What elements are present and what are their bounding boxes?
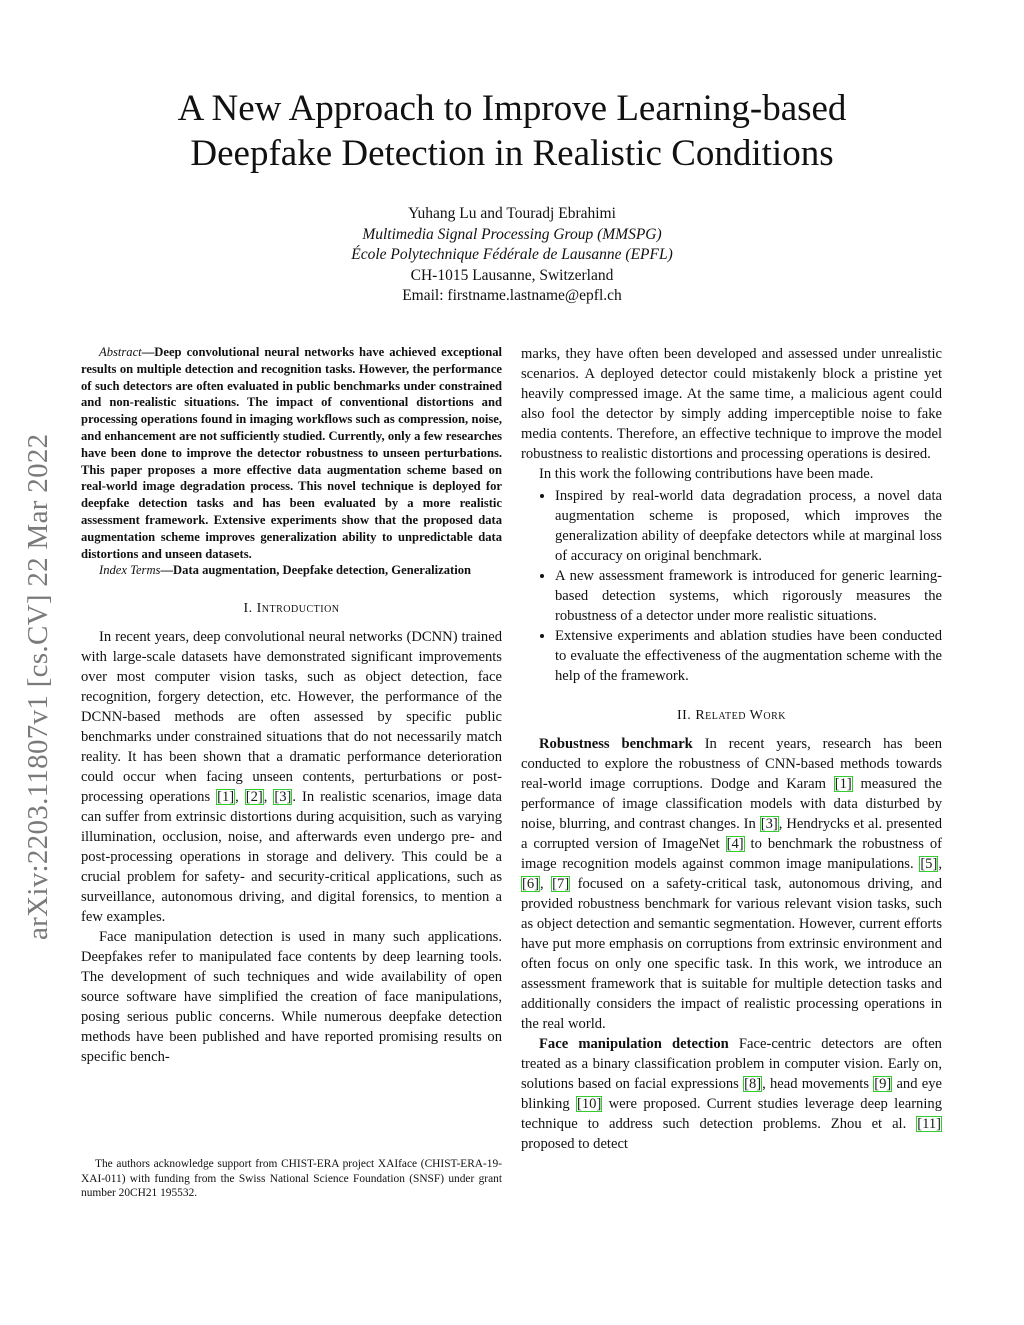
paragraph-text: Face-centric detectors are often treated as a binary classification problem in computer vision. Early on, solutions based on facial expressions <box>521 1036 942 1092</box>
index-terms <box>81 562 502 579</box>
intro-paragraph-1 <box>81 627 502 927</box>
paragraph-text: focused on a safety-critical task, autonomous driving, and provided robustness benchmark for various relevant vision tasks, such as object detection and semantic segmentation. However, current efforts have put more emphasis on corruptions from extrinsic environment and often focus on only one specific task. In this work, we introduce an assessment framework that is suitable for multiple detection tasks and additionally considers the impact of realistic processing operations in the real world. <box>521 876 942 1032</box>
citation-link[interactable]: [11] <box>917 1116 941 1132</box>
paragraph-heading: Robustness benchmark <box>539 736 693 752</box>
abstract-text: —Deep convolutional neural networks have achieved exceptional results on multiple detection and recognition tasks. However, the performance of such detectors are often evaluated in public benchmarks under constrained and non-realistic situations. The impact of conventional distortions and processing operations found in imaging workflows such as compression, noise, and enhancement are not sufficiently studied. Currently, only a few researches have been done to improve the detector robustness to unseen perturbations. This paper proposes a more effective data augmentation scheme based on real-world image degradation process. This novel technique is deployed for deepfake detection tasks and has been evaluated by a more realistic assessment framework. Extensive experiments show that the proposed data augmentation scheme improves generalization ability to unpredictable data distortions and unseen datasets. <box>81 345 502 561</box>
author-group: Multimedia Signal Processing Group (MMSPG) <box>362 225 662 243</box>
section-number: II. <box>676 708 692 723</box>
section-number: I. <box>243 601 253 617</box>
paragraph-text: measured the performance of image classification models with data disturbed by noise, blurring, and contrast changes. In <box>521 776 942 832</box>
arxiv-identifier: arXiv:2203.11807v1 [cs.CV] 22 Mar 2022 <box>22 433 54 940</box>
punctuation: , <box>235 789 245 806</box>
section-title: Related Work <box>695 708 786 723</box>
index-terms-text: —Data augmentation, Deepfake detection, Generalization <box>160 563 472 578</box>
paragraph-heading: Face manipulation detection <box>539 1036 729 1052</box>
author-block <box>200 204 824 307</box>
citation-link[interactable]: [6] <box>522 876 540 892</box>
author-names: Yuhang Lu and Touradj Ebrahimi <box>408 205 616 222</box>
paragraph-text: . In realistic scenarios, image data can suffer from extrinsic distortions during acquisition, such as varying illumination, occlusion, noise, and afterwards even undergo pre- and post-processing operations in storage and delivery. This could be a crucial problem for safety- and security-critical applications, such as surveillance, autonomous driving, and digital forensics, to mention a few examples. <box>81 789 502 926</box>
left-column <box>81 344 502 1067</box>
section-heading-related-work <box>521 706 942 726</box>
list-item: • A new assessment framework is introduced for generic learning-based detection systems, which rigorously measures the robustness of a detector under more realistic situations. <box>555 566 942 626</box>
citation-link[interactable]: [3] <box>274 789 292 806</box>
paragraph-text: to benchmark the robustness of image recognition models against common image manipulations. <box>521 836 942 872</box>
paragraph-text: and eye blinking <box>521 1076 942 1112</box>
citation-link[interactable]: [9] <box>874 1076 892 1092</box>
intro-paragraph-2: Face manipulation detection is used in many such applications. Deepfakes refer to manipulated face contents by deep learning tools. The development of such techniques and wide availability of open source software have simplified the creation of face manipulations, posing serious public concerns. While numerous deepfake detection methods have been published and have reported promising results on specific bench- <box>81 929 502 1066</box>
abstract-label: Abstract <box>99 345 142 359</box>
citation-link[interactable]: [4] <box>726 836 744 852</box>
author-address: CH-1015 Lausanne, Switzerland <box>410 266 614 284</box>
title-line-2: Deepfake Detection in Realistic Conditions <box>190 133 834 174</box>
paper-title <box>90 86 934 176</box>
paragraph-text: , head movements <box>762 1076 874 1092</box>
section-heading-introduction <box>81 599 502 619</box>
paragraph-text: , Hendrycks et al. presented a corrupted version of ImageNet <box>521 816 943 852</box>
citation-link[interactable]: [1] <box>217 789 235 806</box>
related-face-manipulation-paragraph <box>521 1034 942 1154</box>
section-title: Introduction <box>256 601 340 617</box>
author-institution: École Polytechnique Fédérale de Lausanne (EPFL) <box>351 246 673 263</box>
contributions-list <box>521 486 942 686</box>
author-email: Email: firstname.lastname@epfl.ch <box>402 287 622 304</box>
contributions-intro: In this work the following contributions have been made. <box>539 466 874 482</box>
list-item: • Inspired by real-world data degradation process, a novel data augmentation scheme is proposed, which improves the generalization ability of deepfake detectors while at marginal loss of accuracy on original benchmark. <box>555 486 942 566</box>
intro-paragraph-3: marks, they have often been developed and assessed under unrealistic scenarios. A deployed detector could mistakenly block a pristine yet heavily compressed image. At the same time, a malicious agent could also fool the detector by simply adding imperceptible noise to fake media contents. Therefore, an effective technique to improve the model robustness to realistic distortions and processing operations is desired. <box>521 346 942 462</box>
related-robustness-paragraph <box>521 734 942 1034</box>
paragraph-text: proposed to detect <box>521 1136 628 1152</box>
paragraph-text: In recent years, deep convolutional neural networks (DCNN) trained with large-scale datasets have demonstrated significant improvements over most computer vision tasks, such as object detection, face recognition, forgery detection, etc. However, the performance of the DCNN-based methods are often assessed by specific public benchmarks under constrained situations that do not necessarily match reality. It has been shown that a dramatic performance deterioration could occur when facing unseen contents, perturbations or post-processing operations <box>81 629 502 806</box>
punctuation: , <box>263 789 274 806</box>
title-line-1: A New Approach to Improve Learning-based <box>177 88 847 129</box>
citation-link[interactable]: [1] <box>834 776 852 792</box>
abstract <box>81 344 502 562</box>
footnote: The authors acknowledge support from CHIST-ERA project XAIface (CHIST-ERA-19-XAI-011) with funding from the Swiss National Science Foundation (SNSF) under grant number 20CH21 195532. <box>81 1158 502 1200</box>
paragraph-text: were proposed. Current studies leverage deep learning technique to address such detection problems. Zhou et al. <box>521 1096 942 1132</box>
citation-link[interactable]: [7] <box>552 876 570 892</box>
paragraph-text: In recent years, research has been conducted to explore the robustness of CNN-based methods towards real-world image corruptions. Dodge and Karam <box>521 736 942 792</box>
punctuation: , <box>938 856 942 872</box>
citation-link[interactable]: [3] <box>760 816 778 832</box>
citation-link[interactable]: [5] <box>920 856 938 872</box>
right-column <box>521 344 942 1154</box>
punctuation: , <box>540 876 552 892</box>
citation-link[interactable]: [2] <box>245 789 263 806</box>
index-terms-label: Index Terms <box>99 563 161 578</box>
citation-link[interactable]: [10] <box>576 1096 602 1112</box>
citation-link[interactable]: [8] <box>744 1076 762 1092</box>
list-item: • Extensive experiments and ablation studies have been conducted to evaluate the effectiveness of the augmentation scheme with the help of the framework. <box>555 626 942 686</box>
